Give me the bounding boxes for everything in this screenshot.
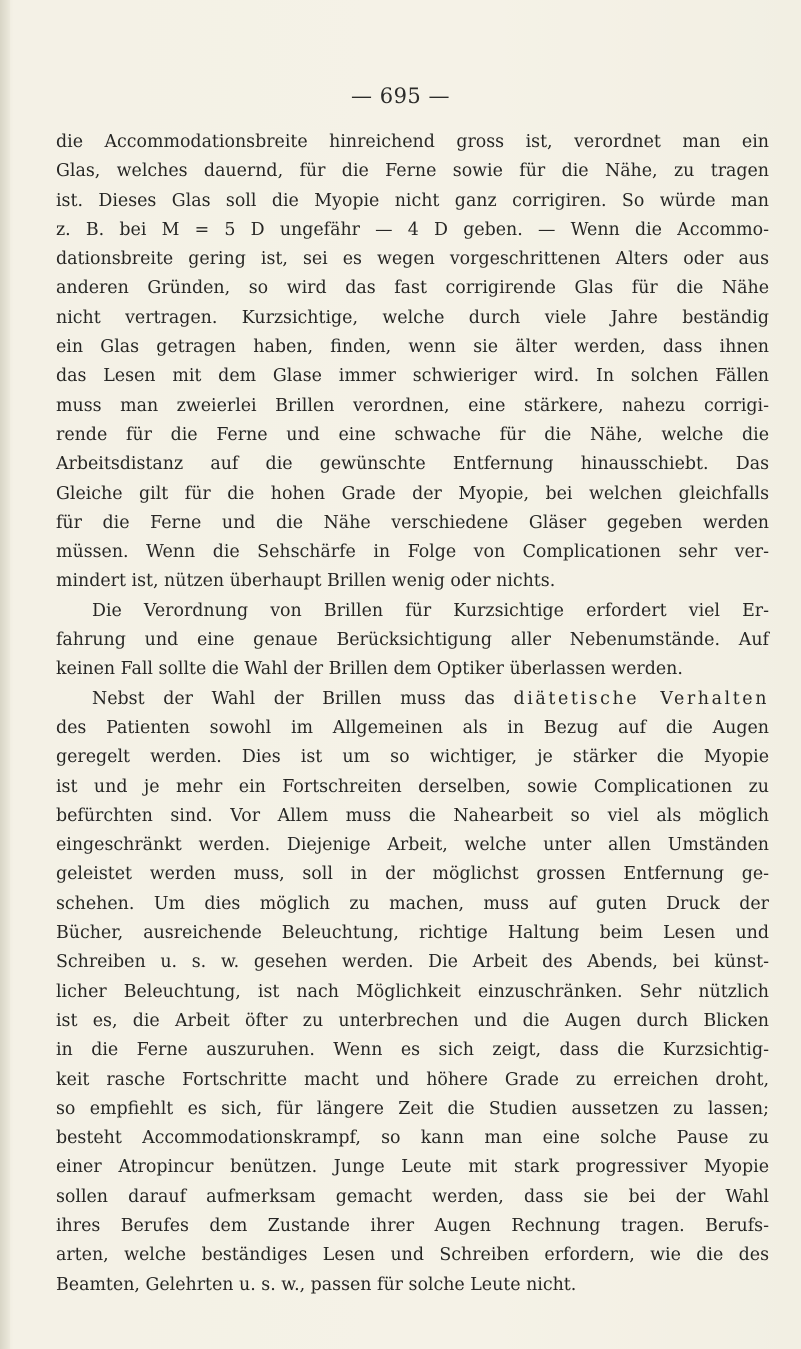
text-line: anderen Gründen, so wird das fast corrigirende Glas für die Nähe — [56, 278, 769, 299]
body-text — [56, 128, 769, 1300]
text-line: einer Atropincur benützen. Junge Leute mit stark progressiver Myopie — [56, 1157, 769, 1178]
text-line: Beamten, Gelehrten u. s. w., passen für solche Leute nicht. — [56, 1274, 577, 1295]
page-gutter — [0, 0, 10, 1349]
text-run: Nebst der Wahl der Brillen muss das — [92, 688, 495, 709]
text-line: eingeschränkt werden. Diejenige Arbeit, welche unter allen Umständen — [56, 835, 769, 856]
text-line: ihres Berufes dem Zustande ihrer Augen Rechnung tragen. Berufs- — [56, 1215, 769, 1236]
text-line: das Lesen mit dem Glase immer schwieriger wird. In solchen Fällen — [56, 366, 769, 387]
text-line: Arbeitsdistanz auf die gewünschte Entfernung hinausschiebt. Das — [56, 454, 769, 475]
text-line: rende für die Ferne und eine schwache für die Nähe, welche die — [56, 424, 769, 445]
emphasized-term: diätetische Verhalten — [513, 688, 770, 709]
text-line: ist. Dieses Glas soll die Myopie nicht ganz corrigiren. So würde man — [56, 190, 769, 211]
text-line: besteht Accommodationskrampf, so kann man eine solche Pause zu — [56, 1128, 769, 1149]
text-line: sollen darauf aufmerksam gemacht werden, dass sie bei der Wahl — [56, 1186, 769, 1207]
text-line: geregelt werden. Dies ist um so wichtiger, je stärker die Myopie — [56, 747, 769, 768]
text-line: arten, welche beständiges Lesen und Schreiben erfordern, wie die des — [56, 1245, 769, 1266]
text-line — [56, 685, 769, 714]
text-line: nicht vertragen. Kurzsichtige, welche durch viele Jahre beständig — [56, 307, 769, 328]
text-line: müssen. Wenn die Sehschärfe in Folge von Complicationen sehr ver- — [56, 542, 769, 563]
text-line: befürchten sind. Vor Allem muss die Nahearbeit so viel als möglich — [56, 805, 769, 826]
text-line: keit rasche Fortschritte macht und höhere Grade zu erreichen droht, — [56, 1069, 769, 1090]
text-line: Schreiben u. s. w. gesehen werden. Die Arbeit des Abends, bei künst- — [56, 952, 769, 973]
text-line: ist und je mehr ein Fortschreiten derselben, sowie Complicationen zu — [56, 776, 769, 797]
paragraph-prescription — [56, 597, 769, 685]
text-line: licher Beleuchtung, ist nach Möglichkeit einzuschränken. Sehr nützlich — [56, 981, 769, 1002]
text-line: schehen. Um dies möglich zu machen, muss auf guten Druck der — [56, 893, 769, 914]
text-line: des Patienten sowohl im Allgemeinen als in Bezug auf die Augen — [56, 717, 769, 738]
page-number: — 695 — — [351, 84, 450, 108]
text-line: Die Verordnung von Brillen für Kurzsichtige erfordert viel Er- — [92, 600, 769, 621]
text-line: mindert ist, nützen überhaupt Brillen wenig oder nichts. — [56, 571, 556, 592]
text-line: so empfiehlt es sich, für längere Zeit die Studien aussetzen zu lassen; — [56, 1098, 769, 1119]
text-line: in die Ferne auszuruhen. Wenn es sich zeigt, dass die Kurzsichtig- — [56, 1040, 769, 1061]
text-line: ist es, die Arbeit öfter zu unterbrechen und die Augen durch Blicken — [56, 1010, 769, 1031]
text-line: muss man zweierlei Brillen verordnen, eine stärkere, nahezu corrigi- — [56, 395, 769, 416]
text-line: ein Glas getragen haben, finden, wenn sie älter werden, dass ihnen — [56, 337, 769, 358]
text-line: geleistet werden muss, soll in der möglichst grossen Entfernung ge- — [56, 864, 769, 885]
text-line: Bücher, ausreichende Beleuchtung, richtige Haltung beim Lesen und — [56, 923, 769, 944]
paragraph-dietetics — [56, 685, 769, 1300]
paragraph-accommodation — [56, 128, 769, 597]
text-line: dationsbreite gering ist, sei es wegen vorgeschrittenen Alters oder aus — [56, 249, 769, 270]
text-line: für die Ferne und die Nähe verschiedene Gläser gegeben werden — [56, 512, 769, 533]
text-line: Glas, welches dauernd, für die Ferne sowie für die Nähe, zu tragen — [56, 161, 769, 182]
text-line: keinen Fall sollte die Wahl der Brillen dem Optiker überlassen werden. — [56, 659, 683, 680]
text-line: z. B. bei M = 5 D ungefähr — 4 D geben. — Wenn die Accommo- — [56, 219, 769, 240]
text-line: die Accommodationsbreite hinreichend gross ist, verordnet man ein — [56, 132, 769, 152]
text-line: Gleiche gilt für die hohen Grade der Myopie, bei welchen gleichfalls — [56, 483, 769, 504]
text-line: fahrung und eine genaue Berücksichtigung aller Nebenumstände. Auf — [56, 630, 769, 651]
